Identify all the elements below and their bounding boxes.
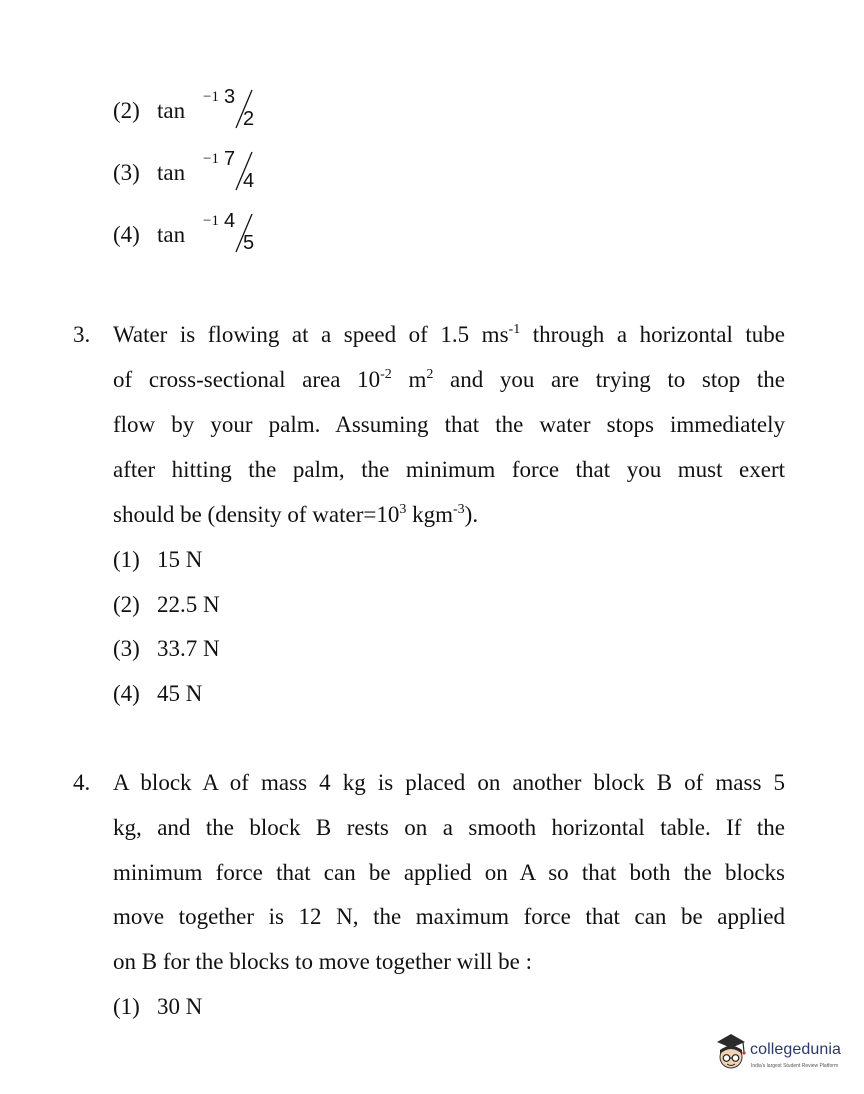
superscript: 3 xyxy=(399,502,407,517)
collegedunia-watermark xyxy=(713,1030,853,1080)
option-text: 33.7 N xyxy=(157,636,220,661)
slash-fraction xyxy=(222,86,262,132)
question-3-option-1 xyxy=(113,548,202,571)
question-3-line-3: flow by your palm. Assuming that the water stops immediately xyxy=(113,412,785,437)
text: through a horizontal tube xyxy=(520,322,785,347)
question-3-line-2 xyxy=(113,367,785,393)
option-label: (1) xyxy=(113,547,140,572)
option-text: 30 N xyxy=(157,994,203,1019)
question-3-option-3 xyxy=(113,637,220,660)
superscript: 2 xyxy=(426,367,434,382)
numerator: 4 xyxy=(224,210,236,232)
option-text: 22.5 N xyxy=(157,592,220,617)
denominator: 5 xyxy=(243,232,255,254)
inverse-exponent: −1 xyxy=(203,213,219,229)
option-text: 15 N xyxy=(157,547,203,572)
question-3-line-1 xyxy=(113,322,785,348)
question-3-line-5 xyxy=(113,502,785,528)
option-label: (2) xyxy=(113,592,140,617)
numerator: 7 xyxy=(224,148,236,170)
option-label: (3) xyxy=(113,160,140,185)
denominator: 4 xyxy=(243,170,255,192)
question-4-line-1: A block A of mass 4 kg is placed on another block B of mass 5 xyxy=(113,770,785,795)
option-label: (3) xyxy=(113,636,140,661)
text: and you are trying to stop the xyxy=(433,367,786,392)
text: kgm xyxy=(406,502,453,527)
question-3-option-2 xyxy=(113,593,220,616)
question-4-option-1 xyxy=(113,995,202,1018)
function-name: tan xyxy=(157,98,186,123)
text: ). xyxy=(464,502,479,527)
option-text: 45 N xyxy=(157,681,203,706)
inverse-exponent: −1 xyxy=(203,89,219,105)
superscript: -1 xyxy=(508,322,521,337)
slash-fraction xyxy=(222,148,262,194)
denominator: 2 xyxy=(243,108,255,130)
superscript: -2 xyxy=(380,367,392,382)
slash-fraction xyxy=(222,210,262,256)
function-name: tan xyxy=(157,160,186,185)
text: m xyxy=(391,367,427,392)
text: should be (density of water=10 xyxy=(113,502,400,527)
numerator: 3 xyxy=(224,86,236,108)
student-mascot-icon xyxy=(713,1030,749,1076)
brand-tagline: India's largest Student Review Platform xyxy=(751,1063,839,1069)
text: of cross-sectional area 10 xyxy=(113,367,381,392)
question-4-line-3: minimum force that can be applied on A so that both the blocks xyxy=(113,860,785,885)
function-name: tan xyxy=(157,222,186,247)
question-3-number: 3. xyxy=(73,322,91,347)
question-3-option-4 xyxy=(113,682,202,705)
text: Water is flowing at a speed of 1.5 ms xyxy=(113,322,509,347)
option-label: (4) xyxy=(113,681,140,706)
option-label: (2) xyxy=(113,98,140,123)
question-4-line-5: on B for the blocks to move together will be : xyxy=(113,949,533,974)
superscript: -3 xyxy=(453,502,465,517)
option-label: (1) xyxy=(113,994,140,1019)
question-4-line-2: kg, and the block B rests on a smooth horizontal table. If the xyxy=(113,815,785,840)
question-4-line-4: move together is 12 N, the maximum force that can be applied xyxy=(113,904,785,929)
option-label: (4) xyxy=(113,222,140,247)
question-3-line-4: after hitting the palm, the minimum force that you must exert xyxy=(113,457,785,482)
inverse-exponent: −1 xyxy=(203,151,219,167)
question-4-number: 4. xyxy=(73,770,91,795)
brand-name: collegedunia xyxy=(750,1041,842,1058)
